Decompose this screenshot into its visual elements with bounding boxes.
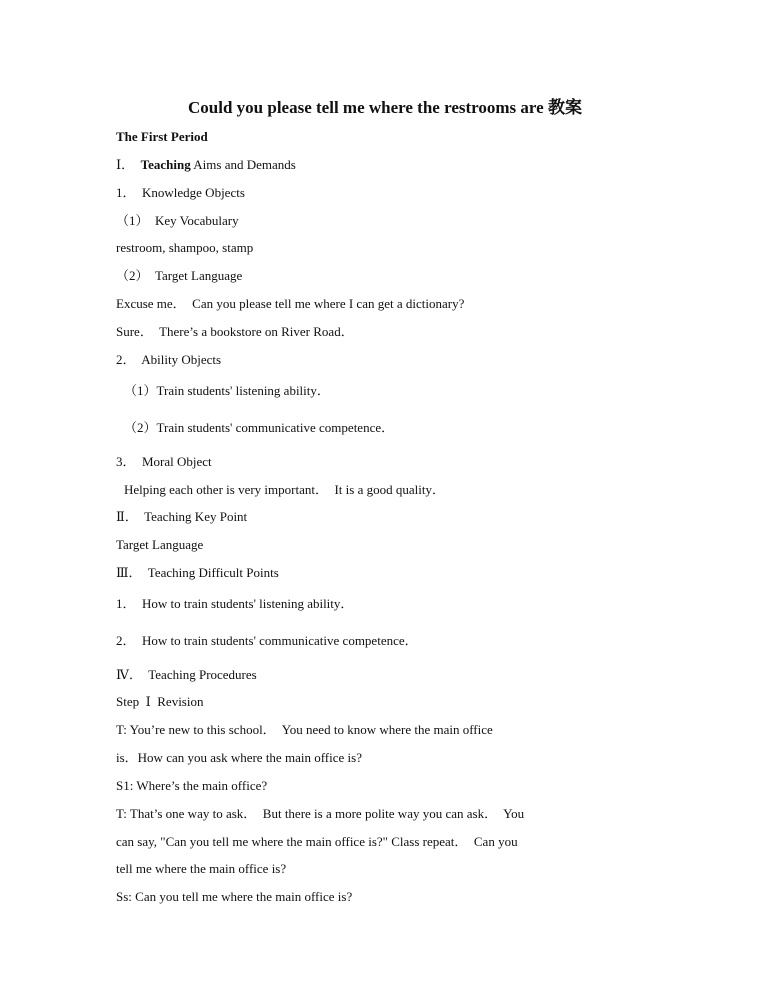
section-heading-bold: Teaching: [140, 157, 191, 172]
subheading-moral: 3． Moral Object: [116, 454, 212, 469]
example-sentence: Excuse me． Can you please tell me where I can get a dictionary?: [116, 296, 465, 311]
difficult-item: 1． How to train students' listening ability．: [116, 596, 354, 611]
vocabulary-list: restroom, shampoo, stamp: [116, 240, 254, 255]
section-numeral: Ⅰ．: [116, 157, 141, 172]
dialogue-line: is．How can you ask where the main office is?: [116, 750, 362, 765]
dialogue-line: tell me where the main office is?: [116, 861, 287, 876]
section-heading-rest: Aims and Demands: [190, 157, 296, 172]
subheading-vocabulary: （1） Key Vocabulary: [116, 213, 239, 228]
section-heading-key-point: Ⅱ． Teaching Key Point: [116, 509, 248, 524]
section-heading-difficult: Ⅲ． Teaching Difficult Points: [116, 565, 279, 580]
moral-text: Helping each other is very important． It is a good quality．: [124, 482, 445, 497]
period-heading: The First Period: [116, 129, 208, 144]
dialogue-line: T: That’s one way to ask． But there is a more polite way you can ask． You: [116, 806, 525, 821]
key-point-text: Target Language: [116, 537, 204, 552]
dialogue-line: can say, "Can you tell me where the main office is?" Class repeat． Can you: [116, 834, 518, 849]
example-sentence: Sure． There’s a bookstore on River Road．: [116, 324, 354, 339]
subheading-knowledge: 1． Knowledge Objects: [116, 185, 245, 200]
difficult-item: 2． How to train students' communicative competence．: [116, 633, 418, 648]
ability-item: （1）Train students' listening ability．: [124, 383, 330, 398]
section-heading-procedures: Ⅳ． Teaching Procedures: [116, 667, 257, 682]
subheading-target-language: （2） Target Language: [116, 268, 243, 283]
dialogue-line: S1: Where’s the main office?: [116, 778, 268, 793]
ability-item: （2）Train students' communicative competence．: [124, 420, 395, 435]
dialogue-line: T: You’re new to this school． You need to know where the main office: [116, 722, 493, 737]
subheading-ability: 2． Ability Objects: [116, 352, 222, 367]
dialogue-line: Ss: Can you tell me where the main office is?: [116, 889, 353, 904]
document-title: Could you please tell me where the restrooms are 教案: [188, 98, 582, 117]
section-heading-aims: [116, 156, 296, 173]
step-heading: Step Ⅰ Revision: [116, 694, 204, 709]
